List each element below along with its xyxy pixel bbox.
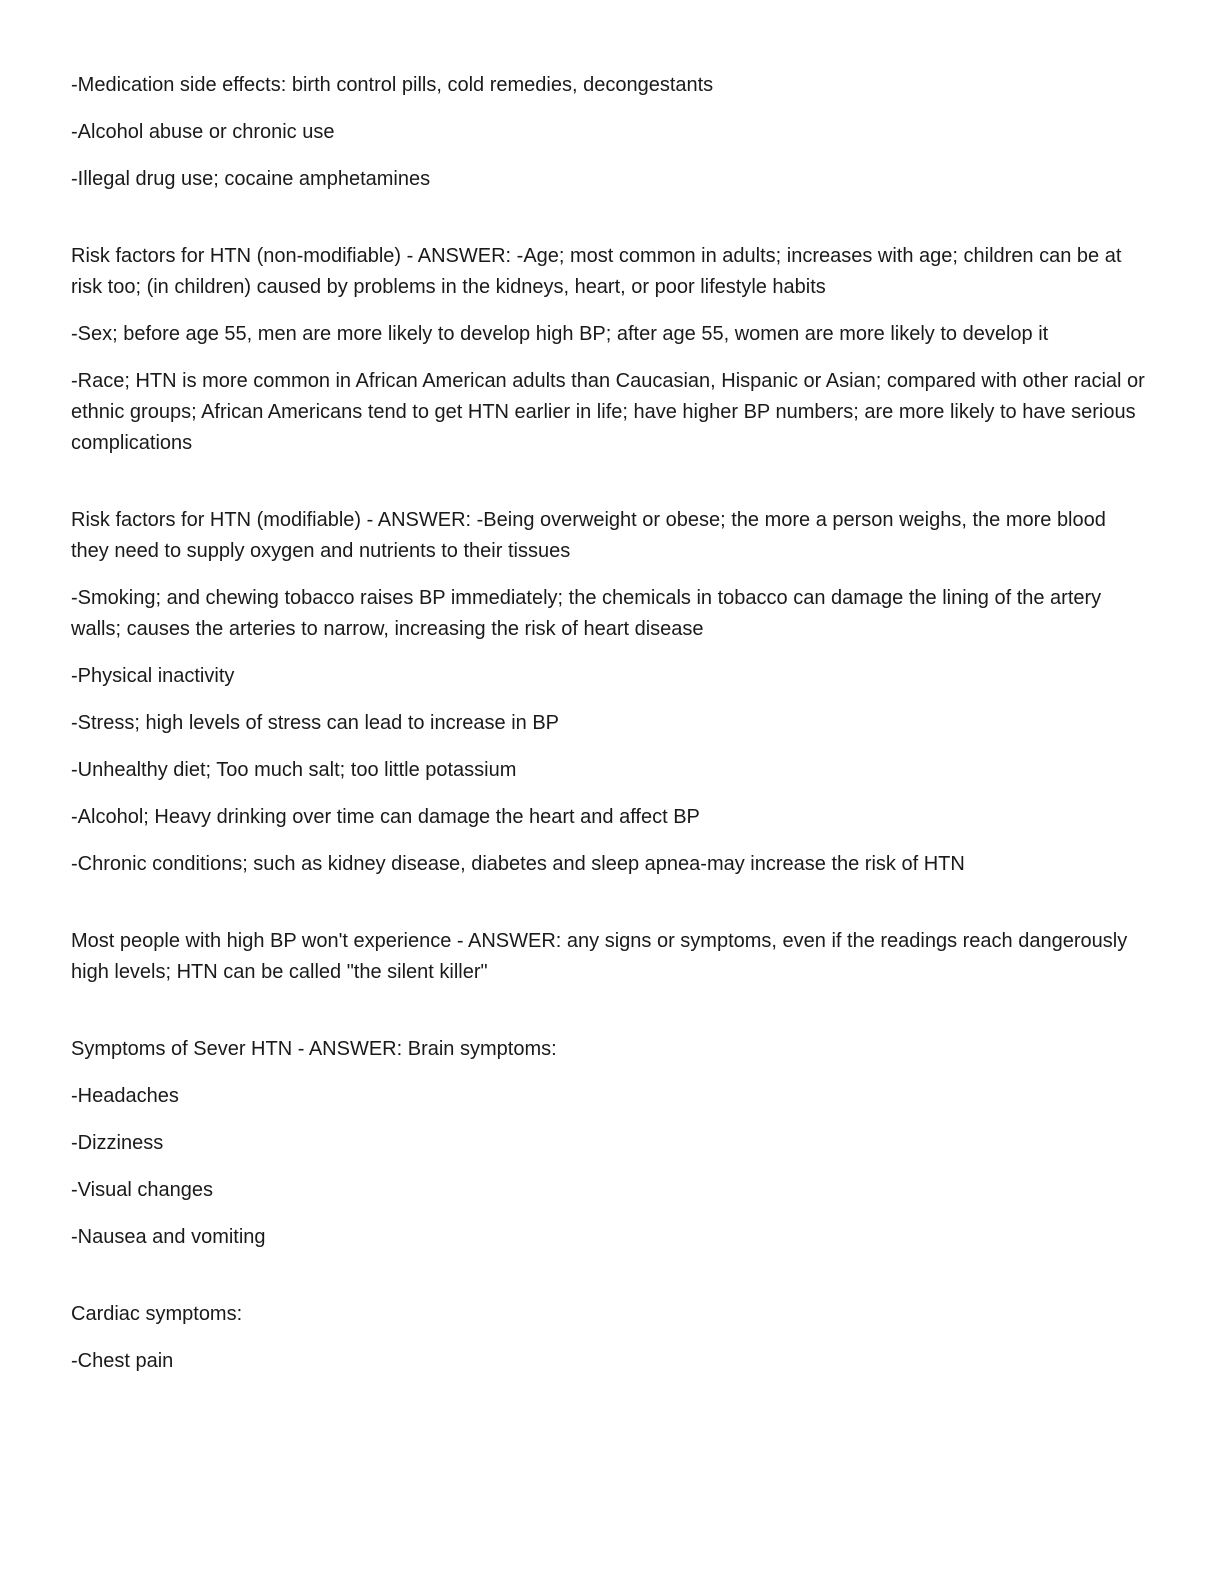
paragraph-visual-changes: -Visual changes [71, 1179, 213, 1201]
paragraph-modifiable-risk-inactivity: -Physical inactivity [71, 665, 235, 687]
paragraph-nonmodifiable-risk-race: -Race; HTN is more common in African American adults than Caucasian, Hispanic or Asian; compared with other racial or ethnic groups; African Americans tend to get HTN earlier in life; have higher BP numbers; are more likely to have serious complications [71, 370, 1145, 454]
paragraph-dizziness: -Dizziness [71, 1132, 164, 1154]
paragraph-alcohol-abuse: -Alcohol abuse or chronic use [71, 121, 335, 143]
paragraph-modifiable-risk-smoking: -Smoking; and chewing tobacco raises BP immediately; the chemicals in tobacco can damage the lining of the artery walls; causes the arteries to narrow, increasing the risk of heart disease [71, 587, 1102, 640]
paragraph-silent-killer: Most people with high BP won't experience - ANSWER: any signs or symptoms, even if the readings reach dangerously high levels; HTN can be called "the silent killer" [71, 930, 1128, 983]
paragraph-modifiable-risk-weight: Risk factors for HTN (modifiable) - ANSWER: -Being overweight or obese; the more a person weighs, the more blood they need to supply oxygen and nutrients to their tissues [71, 509, 1106, 562]
paragraph-modifiable-risk-alcohol: -Alcohol; Heavy drinking over time can damage the heart and affect BP [71, 806, 700, 828]
paragraph-headaches: -Headaches [71, 1085, 179, 1107]
paragraph-nonmodifiable-risk-sex: -Sex; before age 55, men are more likely to develop high BP; after age 55, women are more likely to develop it [71, 323, 1049, 345]
paragraph-nausea-vomiting: -Nausea and vomiting [71, 1226, 266, 1248]
paragraph-medication-side-effects: -Medication side effects: birth control pills, cold remedies, decongestants [71, 74, 714, 96]
paragraph-illegal-drug-use: -Illegal drug use; cocaine amphetamines [71, 168, 431, 190]
paragraph-modifiable-risk-stress: -Stress; high levels of stress can lead to increase in BP [71, 712, 560, 734]
paragraph-modifiable-risk-diet: -Unhealthy diet; Too much salt; too little potassium [71, 759, 517, 781]
document-page [71, 70, 1146, 1393]
paragraph-modifiable-risk-chronic: -Chronic conditions; such as kidney disease, diabetes and sleep apnea-may increase the risk of HTN [71, 853, 965, 875]
paragraph-severe-htn-brain: Symptoms of Sever HTN - ANSWER: Brain symptoms: [71, 1038, 557, 1060]
paragraph-chest-pain: -Chest pain [71, 1350, 174, 1372]
paragraph-nonmodifiable-risk-age: Risk factors for HTN (non-modifiable) - ANSWER: -Age; most common in adults; increases with age; children can be at risk too; (in children) caused by problems in the kidneys, heart, or poor lifestyle habits [71, 245, 1122, 298]
paragraph-cardiac-symptoms: Cardiac symptoms: [71, 1303, 243, 1325]
